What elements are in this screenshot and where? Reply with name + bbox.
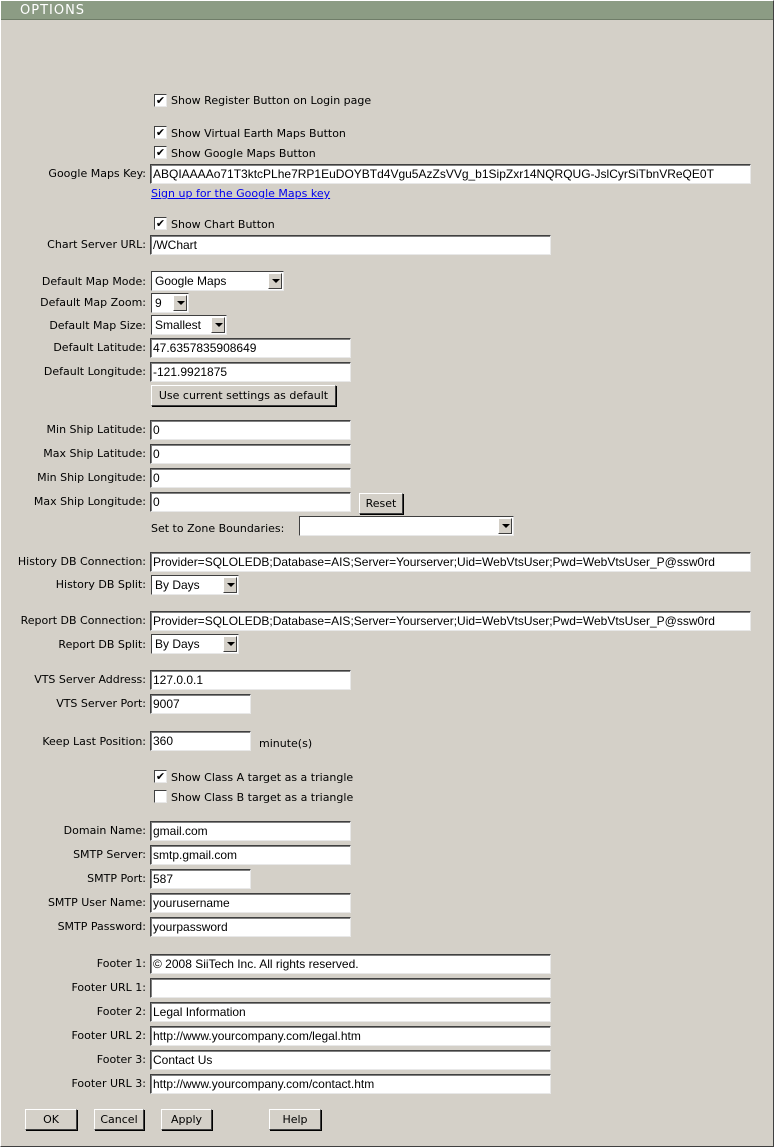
report-db-split-select[interactable] [151,634,239,654]
smtp-password-field[interactable]: yourpassword [150,917,351,937]
max-ship-latitude-field[interactable]: 0 [150,444,351,464]
footer-2-field[interactable]: Legal Information [150,1002,551,1022]
min-ship-longitude-field[interactable]: 0 [150,468,351,488]
class-a-triangle-label: Show Class A target as a triangle [171,771,354,784]
default-map-mode-select[interactable] [151,271,284,291]
smtp-user-name-label: SMTP User Name: [47,896,146,909]
zone-boundaries-label: Set to Zone Boundaries: [151,522,285,535]
smtp-server-label: SMTP Server: [73,848,146,861]
history-db-split-select[interactable] [151,575,239,595]
history-db-connection-field[interactable]: Provider=SQLOLEDB;Database=AIS;Server=Yourserver;Uid=WebVtsUser;Pwd=WebVtsUser_P@ssw0rd [150,552,751,572]
default-latitude-field[interactable]: 47.6357835908649 [150,338,351,358]
report-db-split-value: By Days [155,637,200,651]
show-virtual-earth-label: Show Virtual Earth Maps Button [171,127,346,140]
apply-button[interactable]: Apply [161,1109,212,1130]
title-bar [1,1,773,20]
default-map-mode-label: Default Map Mode: [41,275,146,288]
help-button[interactable]: Help [269,1109,321,1130]
vts-server-address-field[interactable]: 127.0.0.1 [150,670,351,690]
show-virtual-earth-checkbox[interactable]: ✔ [155,126,166,139]
chevron-down-icon[interactable] [498,518,512,534]
vts-server-port-field[interactable]: 9007 [150,694,251,714]
footer-3-field[interactable]: Contact Us [150,1050,551,1070]
show-google-maps-checkbox[interactable]: ✔ [155,146,166,159]
history-db-connection-label: History DB Connection: [17,555,146,568]
default-longitude-field[interactable]: -121.9921875 [150,362,351,382]
report-db-connection-label: Report DB Connection: [20,614,146,627]
footer-1-label: Footer 1: [96,957,146,970]
chevron-down-icon[interactable] [223,636,237,652]
show-register-checkbox[interactable]: ✔ [155,94,166,107]
footer-3-label: Footer 3: [96,1053,146,1066]
reset-button[interactable]: Reset [359,493,403,514]
google-maps-key-label: Google Maps Key: [48,167,146,180]
footer-url-3-label: Footer URL 3: [71,1077,146,1090]
google-maps-key-field[interactable]: ABQIAAAAo71T3ktcPLhe7RP1EuDOYBTd4Vgu5AzZsVVg_b1SipZxr14NQRQUG-JslCyrSiTbnVReQE0T [150,164,751,184]
default-longitude-label: Default Longitude: [43,365,146,378]
domain-name-label: Domain Name: [63,824,146,837]
footer-1-field[interactable]: © 2008 SiiTech Inc. All rights reserved. [150,954,551,974]
class-b-triangle-label: Show Class B target as a triangle [171,791,354,804]
smtp-user-name-field[interactable]: yourusername [150,893,351,913]
chevron-down-icon[interactable] [173,295,187,311]
chart-server-url-field[interactable]: /WChart [150,235,551,255]
max-ship-longitude-field[interactable]: 0 [150,492,351,512]
footer-url-1-label: Footer URL 1: [71,981,146,994]
keep-last-position-label: Keep Last Position: [42,735,146,748]
default-map-zoom-select[interactable] [151,293,189,313]
smtp-server-field[interactable]: smtp.gmail.com [150,845,351,865]
class-b-triangle-checkbox[interactable] [154,790,167,803]
max-ship-longitude-label: Max Ship Longitude: [33,495,146,508]
default-map-zoom-label: Default Map Zoom: [40,296,146,309]
default-map-size-value: Smallest [155,318,202,332]
smtp-port-label: SMTP Port: [87,872,146,885]
default-latitude-label: Default Latitude: [53,341,146,354]
report-db-connection-field[interactable]: Provider=SQLOLEDB;Database=AIS;Server=Yourserver;Uid=WebVtsUser;Pwd=WebVtsUser_P@ssw0rd [150,611,751,631]
keep-last-position-unit: minute(s) [259,737,313,750]
report-db-split-label: Report DB Split: [58,638,146,651]
chart-server-url-label: Chart Server URL: [47,238,146,251]
default-map-mode-value: Google Maps [155,274,227,288]
footer-url-1-field[interactable] [150,978,551,998]
chevron-down-icon[interactable] [223,577,237,593]
default-map-zoom-value: 9 [155,296,162,310]
smtp-password-label: SMTP Password: [57,920,146,933]
chevron-down-icon[interactable] [268,273,282,289]
show-chart-label: Show Chart Button [171,218,275,231]
class-a-triangle-checkbox[interactable]: ✔ [155,770,166,783]
default-map-size-select[interactable] [151,315,227,335]
min-ship-latitude-label: Min Ship Latitude: [46,423,146,436]
ok-button[interactable]: OK [25,1109,77,1130]
vts-server-port-label: VTS Server Port: [56,697,146,710]
show-chart-checkbox[interactable]: ✔ [155,217,166,230]
default-map-size-label: Default Map Size: [49,319,146,332]
smtp-port-field[interactable]: 587 [150,869,251,889]
window-title: OPTIONS [20,3,86,18]
min-ship-latitude-field[interactable]: 0 [150,420,351,440]
zone-boundaries-select[interactable] [299,516,514,536]
min-ship-longitude-label: Min Ship Longitude: [37,471,146,484]
history-db-split-label: History DB Split: [55,578,146,591]
chevron-down-icon[interactable] [211,317,225,333]
max-ship-latitude-label: Max Ship Latitude: [43,447,146,460]
history-db-split-value: By Days [155,578,200,592]
show-register-label: Show Register Button on Login page [171,94,372,107]
keep-last-position-field[interactable]: 360 [150,731,251,751]
footer-url-2-label: Footer URL 2: [71,1029,146,1042]
footer-url-3-field[interactable]: http://www.yourcompany.com/contact.htm [150,1074,551,1094]
cancel-button[interactable]: Cancel [94,1109,144,1130]
vts-server-address-label: VTS Server Address: [34,673,146,686]
domain-name-field[interactable]: gmail.com [150,821,351,841]
footer-2-label: Footer 2: [96,1005,146,1018]
use-current-settings-button[interactable]: Use current settings as default [151,385,336,406]
google-maps-signup-link[interactable]: Sign up for the Google Maps key [151,187,331,200]
show-google-maps-label: Show Google Maps Button [171,147,316,160]
footer-url-2-field[interactable]: http://www.yourcompany.com/legal.htm [150,1026,551,1046]
